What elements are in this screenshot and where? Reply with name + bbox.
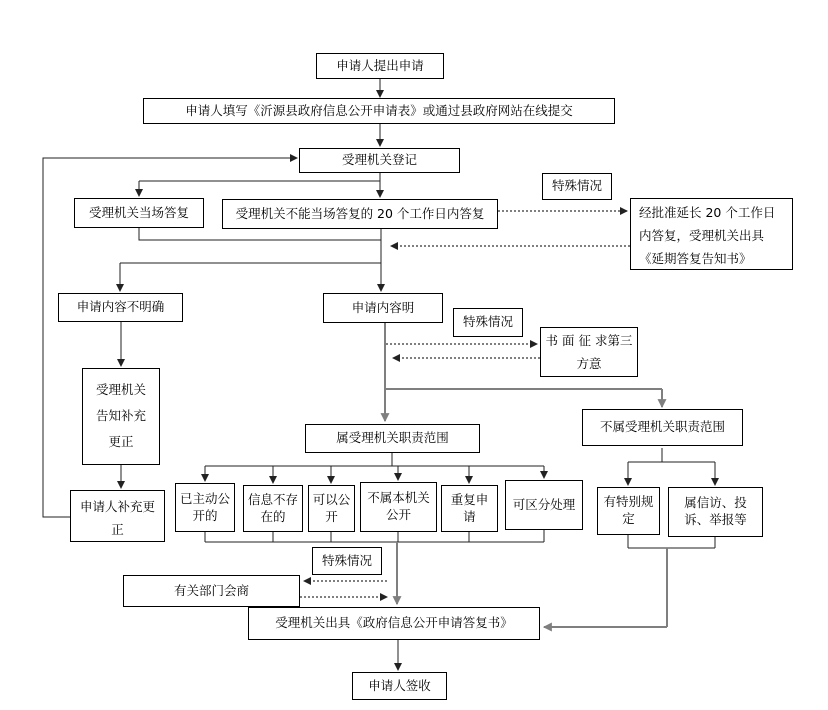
label-special-case-bottom: 特殊情况 — [312, 547, 382, 575]
node-outside-authority-scope: 不属受理机关职责范围 — [582, 409, 743, 446]
node-onsite-reply: 受理机关当场答复 — [74, 198, 204, 228]
node-extension-notice: 经批准延长 20 个工作日内答复，受理机关出具《延期答复告知书》 — [630, 198, 793, 270]
node-fill-application-form: 申请人填写《沂源县政府信息公开申请表》或通过县政府网站在线提交 — [143, 98, 615, 124]
node-reply-document: 受理机关出具《政府信息公开申请答复书》 — [248, 607, 540, 640]
node-department-consultation: 有关部门会商 — [123, 575, 300, 607]
node-can-disclose: 可以公开 — [308, 485, 355, 532]
node-content-unclear: 申请内容不明确 — [58, 293, 183, 322]
node-info-not-exist: 信息不存在的 — [243, 485, 303, 532]
dotted-connectors — [300, 211, 630, 597]
node-petition-complaint-report: 属信访、投诉、举报等 — [668, 487, 763, 537]
node-third-party-opinion: 书 面 征 求第三方意 — [540, 327, 638, 377]
node-applicant-signs: 申请人签收 — [352, 672, 447, 700]
node-distinguishable-handling: 可区分处理 — [505, 480, 583, 530]
label-special-case-middle: 特殊情况 — [453, 308, 523, 337]
node-repeat-application: 重复申请 — [441, 485, 498, 532]
node-reply-within-20-days: 受理机关不能当场答复的 20 个工作日内答复 — [222, 199, 498, 229]
node-applicant-supplement-correction: 申请人补充更正 — [70, 490, 165, 542]
label-special-case-top: 特殊情况 — [542, 173, 612, 200]
node-already-public: 已主动公开的 — [175, 483, 235, 532]
node-not-this-authority: 不属本机关公开 — [360, 482, 437, 532]
node-applicant-submits: 申请人提出申请 — [316, 53, 444, 79]
node-special-provisions: 有特别规定 — [597, 487, 660, 535]
node-registration: 受理机关登记 — [299, 148, 460, 173]
node-notify-supplement-correction: 受理机关告知补充更正 — [82, 368, 160, 465]
node-content-clear: 申请内容明 — [323, 293, 443, 323]
node-within-authority-scope: 属受理机关职责范围 — [305, 424, 480, 453]
